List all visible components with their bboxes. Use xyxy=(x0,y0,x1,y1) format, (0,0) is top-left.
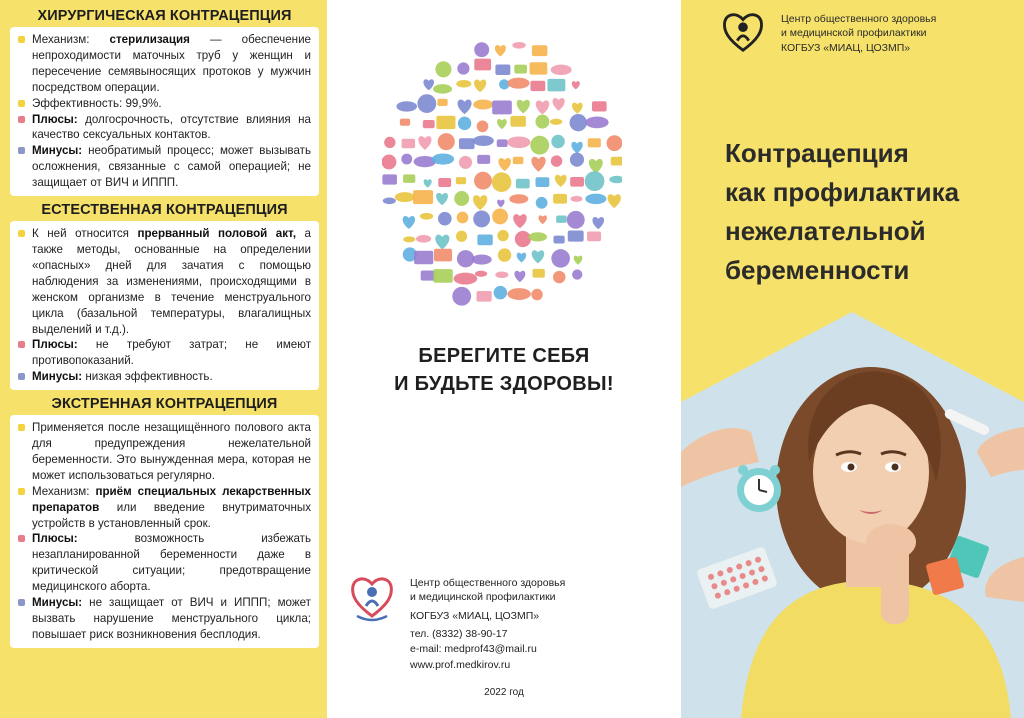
health-icon xyxy=(403,236,415,242)
health-icon xyxy=(551,249,570,268)
health-icon xyxy=(438,212,452,226)
contact-website[interactable]: www.prof.medkirov.ru xyxy=(410,659,511,671)
bullet-item xyxy=(18,226,311,337)
health-icon xyxy=(570,177,584,187)
health-icon xyxy=(495,45,506,56)
health-icon xyxy=(498,248,511,261)
health-icon xyxy=(568,231,584,242)
health-icon xyxy=(417,94,436,113)
woman-photo xyxy=(681,312,1024,718)
health-icon xyxy=(418,136,431,150)
section-title: ХИРУРГИЧЕСКАЯ КОНТРАЦЕПЦИЯ xyxy=(37,8,292,24)
health-icon xyxy=(433,84,452,94)
health-icon xyxy=(551,65,572,75)
health-icon xyxy=(553,194,567,204)
health-icon xyxy=(457,212,469,224)
health-icon xyxy=(532,250,545,263)
item-bold-text: Минусы: xyxy=(32,144,83,158)
health-icon xyxy=(572,103,583,114)
pink-bullet-icon xyxy=(18,535,25,542)
health-icon xyxy=(403,216,415,229)
health-icon xyxy=(477,234,492,245)
health-icon xyxy=(530,81,545,91)
yellow-bullet-icon xyxy=(18,424,25,431)
headline-line-4: беременности xyxy=(725,255,910,285)
year-label: 2022 год xyxy=(484,687,524,698)
health-icon xyxy=(551,135,565,149)
health-icon xyxy=(611,157,622,166)
health-icon xyxy=(473,195,487,210)
health-icon xyxy=(437,99,447,106)
health-icon xyxy=(436,116,455,129)
health-icon xyxy=(452,287,471,306)
bullet-item xyxy=(18,337,311,369)
health-icon xyxy=(432,153,454,164)
item-rest-text: или введение внутриматочных устройств в установленный срок. xyxy=(32,500,311,530)
health-icon xyxy=(458,117,471,130)
health-icon xyxy=(550,119,562,125)
health-icon xyxy=(414,251,433,264)
health-icon xyxy=(495,271,508,278)
section-card xyxy=(10,27,319,196)
health-icon xyxy=(530,62,548,74)
health-icon xyxy=(435,235,449,250)
health-icon xyxy=(396,101,417,111)
health-icon xyxy=(609,176,622,183)
health-icon xyxy=(498,158,511,171)
item-bold-text: Плюсы: xyxy=(32,112,78,126)
bullet-item xyxy=(18,595,311,643)
headline-line-1: Контрацепция xyxy=(725,138,909,168)
health-icon xyxy=(588,138,601,147)
org-line-3: КОГБУЗ «МИАЦ, ЦОЗМП» xyxy=(781,42,911,54)
health-icon xyxy=(400,119,410,126)
health-icon xyxy=(572,81,580,89)
health-icon xyxy=(556,215,567,222)
bullet-item xyxy=(18,531,311,595)
health-icon xyxy=(567,211,585,229)
health-icon xyxy=(420,213,433,220)
health-icon xyxy=(514,271,525,282)
item-bold-text: прерванный половой акт, xyxy=(137,227,297,241)
org-line-1: Центр общественного здоровья xyxy=(781,13,937,25)
health-icon xyxy=(458,100,472,115)
health-icon xyxy=(473,136,494,146)
health-icon xyxy=(495,64,510,74)
health-icon xyxy=(536,177,550,187)
health-icon xyxy=(436,193,448,205)
yellow-bullet-icon xyxy=(18,36,25,43)
health-icon xyxy=(536,197,548,209)
health-icon xyxy=(539,215,547,224)
health-icon xyxy=(497,230,508,241)
health-icon xyxy=(572,269,582,279)
yellow-bullet-icon xyxy=(18,100,25,107)
item-rest-text: возможность избежать незапланированной беременности даже в критической ситуации; предотвращение медицинского аборта. xyxy=(32,532,311,594)
health-icon xyxy=(474,79,486,92)
item-rest-text: долгосрочность, отсутствие влияния на качество сексуальных контактов. xyxy=(32,112,311,142)
health-icon xyxy=(532,269,544,278)
health-icon xyxy=(457,250,474,267)
item-bold-text: Плюсы: xyxy=(32,338,78,352)
item-bold-text: приём специальных лекарственных препаратов xyxy=(32,484,311,514)
headline-line-3: нежелательной xyxy=(725,216,926,246)
health-icon xyxy=(585,171,605,191)
health-icon xyxy=(459,138,475,149)
health-icon xyxy=(497,119,507,129)
health-icon xyxy=(514,65,527,74)
health-icon xyxy=(570,153,584,167)
health-icon xyxy=(513,214,527,228)
health-icon xyxy=(413,190,433,204)
bullet-item xyxy=(18,369,311,385)
health-icon xyxy=(507,78,529,89)
health-icon xyxy=(433,269,452,283)
blue-bullet-icon xyxy=(18,147,25,154)
health-icon xyxy=(473,210,490,227)
section-title: ЕСТЕСТВЕННАЯ КОНТРАЦЕПЦИЯ xyxy=(41,202,288,219)
health-icon xyxy=(476,291,491,302)
bullet-item xyxy=(18,112,311,144)
health-icon xyxy=(592,217,604,229)
health-icon xyxy=(474,172,492,190)
yellow-bullet-icon xyxy=(18,488,25,495)
health-icon xyxy=(395,192,415,202)
health-icons-illustration xyxy=(382,40,622,310)
item-bold-text: Минусы: xyxy=(32,370,83,384)
item-bold-text: Плюсы: xyxy=(32,532,78,546)
yellow-bullet-icon xyxy=(18,230,25,237)
contact-email[interactable]: e-mail: medprof43@mail.ru xyxy=(410,643,537,655)
health-icon xyxy=(477,121,489,133)
item-prefix-text: Применяется после незащищённого полового акта для предупреждения нежелательной беременности. Это вынужденная мера, которая не может использоваться регулярно. xyxy=(32,421,311,482)
contact-org-line-2: и медицинской профилактики xyxy=(410,591,556,603)
health-icon xyxy=(592,101,607,111)
health-icon xyxy=(608,194,621,208)
bullet-item xyxy=(18,143,311,191)
pink-bullet-icon xyxy=(18,341,25,348)
health-icon xyxy=(438,178,451,187)
health-icon xyxy=(585,117,608,129)
health-icon xyxy=(551,155,562,166)
section-card xyxy=(10,221,319,390)
health-icon xyxy=(535,115,549,129)
bullet-item xyxy=(18,96,311,112)
health-icon xyxy=(497,200,504,208)
health-icon xyxy=(570,196,582,202)
bullet-item xyxy=(18,32,311,96)
health-icon xyxy=(492,101,512,115)
health-icon xyxy=(435,61,451,77)
health-icon xyxy=(589,159,603,174)
health-icon xyxy=(517,100,530,114)
health-icon xyxy=(571,142,582,154)
health-icon xyxy=(570,114,587,131)
health-icon xyxy=(547,79,565,92)
health-icon xyxy=(536,100,549,114)
health-icon xyxy=(513,157,524,164)
health-icon xyxy=(382,155,396,170)
health-icon xyxy=(512,42,525,49)
health-icon xyxy=(515,231,531,247)
health-icon xyxy=(553,236,564,244)
health-icon xyxy=(456,80,471,88)
item-prefix-text: Механизм: xyxy=(32,33,110,46)
slogan-line-1: БЕРЕГИТЕ СЕБЯ xyxy=(418,345,590,367)
pink-bullet-icon xyxy=(18,116,25,123)
health-icon xyxy=(530,136,549,155)
blue-bullet-icon xyxy=(18,373,25,380)
contact-phone: тел. (8332) 38-90-17 xyxy=(410,628,508,640)
health-icon xyxy=(607,135,622,151)
health-icon xyxy=(456,231,467,242)
contact-org-line-1: Центр общественного здоровья xyxy=(410,577,566,589)
health-icon xyxy=(434,249,452,262)
health-icon xyxy=(474,59,491,71)
item-prefix-text: Механизм: xyxy=(32,484,96,498)
health-icon xyxy=(555,175,567,187)
section-card xyxy=(10,415,319,648)
org-line-2: и медицинской профилактики xyxy=(781,27,927,39)
health-icon xyxy=(383,198,396,205)
health-icon xyxy=(472,255,492,265)
health-icon xyxy=(423,79,434,90)
middle-panel xyxy=(327,0,681,718)
health-icon xyxy=(585,194,606,205)
heart-logo-icon xyxy=(721,8,765,56)
health-icon xyxy=(531,157,545,172)
section-title: ЭКСТРЕННАЯ КОНТРАЦЕПЦИЯ xyxy=(51,396,278,413)
health-icon xyxy=(423,120,435,128)
blue-bullet-icon xyxy=(18,599,25,606)
health-icon xyxy=(424,179,432,187)
heart-logo-icon xyxy=(349,572,395,622)
health-icon xyxy=(438,133,455,150)
health-icon xyxy=(510,116,526,127)
item-bold-text: Минусы: xyxy=(32,596,83,610)
health-icon xyxy=(477,155,490,164)
health-icon xyxy=(509,194,528,203)
item-rest-text: низкая эффективность. xyxy=(82,370,213,384)
item-rest-text: необратимый процесс; может вызывать осложнения, связанные с самой операцией; не защищает от ВИЧ и ИППП. xyxy=(32,144,311,190)
health-icon xyxy=(384,137,395,148)
health-icon xyxy=(516,179,530,189)
health-icon xyxy=(494,286,508,300)
health-icon xyxy=(587,231,601,241)
health-icon xyxy=(402,139,416,148)
health-icon xyxy=(416,235,431,243)
item-rest-text: не требуют затрат; не имеют противопоказаний. xyxy=(32,338,311,368)
slogan-line-2: И БУДЬТЕ ЗДОРОВЫ! xyxy=(394,373,614,395)
item-prefix-text: К ней относится xyxy=(32,227,138,241)
health-icon xyxy=(574,256,583,265)
health-icon xyxy=(553,98,565,111)
health-icon xyxy=(507,136,530,148)
item-rest-text: а также методы, основанные на определении «опасных» дней для зачатия с помощью наблюдения за изменениями, происходящими в женском организме в течение менструального цикла (базальной температуры, влагалищных выделений и т.д.). xyxy=(32,227,311,336)
right-panel xyxy=(681,0,1024,718)
item-prefix-text: Эффективность: 99,9%. xyxy=(32,96,162,110)
bullet-item xyxy=(18,484,311,532)
health-icon xyxy=(459,156,472,169)
health-icon xyxy=(454,273,478,285)
health-icon xyxy=(475,271,487,277)
health-icon xyxy=(421,270,435,280)
health-icon xyxy=(401,154,412,165)
bullet-item xyxy=(18,420,311,484)
health-icon xyxy=(454,191,469,206)
health-icon xyxy=(492,208,508,224)
health-icon xyxy=(517,253,526,263)
health-icon xyxy=(553,271,565,283)
left-panel xyxy=(0,0,327,718)
item-bold-text: стерилизация xyxy=(109,33,190,46)
health-icon xyxy=(382,174,397,184)
health-icon xyxy=(507,288,531,300)
health-icon xyxy=(528,232,547,241)
health-icon xyxy=(532,45,548,56)
health-icon xyxy=(403,174,415,183)
health-icon xyxy=(456,177,466,184)
item-rest-text: — обеспечение непроходимости маточных труб у женщин и пересечение семявыносящих протоков у мужчин посредством операции. xyxy=(32,33,311,94)
contraception-sections xyxy=(10,8,319,648)
health-icon xyxy=(531,289,542,300)
health-icon xyxy=(497,139,508,147)
health-icon xyxy=(474,42,489,57)
health-icon xyxy=(492,172,512,192)
contact-org-line-3: КОГБУЗ «МИАЦ, ЦОЗМП» xyxy=(410,610,540,622)
health-icon xyxy=(457,62,469,74)
item-rest-text: не защищает от ВИЧ и ИППП; может вызвать нарушение менструального цикла; повышает риск возникновения бесплодия. xyxy=(32,596,311,641)
health-icon xyxy=(473,100,493,110)
headline-line-2: как профилактика xyxy=(725,177,960,207)
